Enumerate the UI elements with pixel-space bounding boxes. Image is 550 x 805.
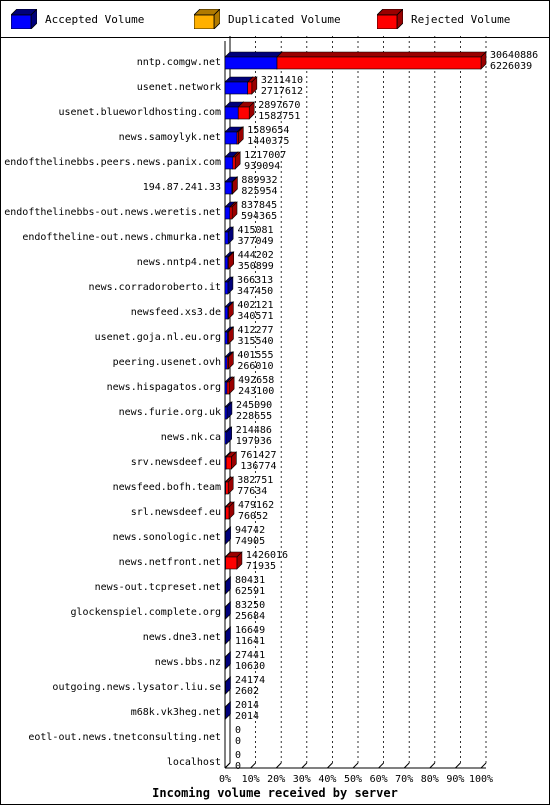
x-tick-label: 10% — [241, 774, 260, 785]
category-label: newsfeed.xs3.de — [130, 307, 221, 318]
chart-plot — [1, 1, 549, 804]
total-value-label: 492658 — [238, 375, 275, 386]
bar-accepted — [225, 257, 228, 269]
legend-label-rejected: Rejected Volume — [411, 13, 511, 26]
total-value-label: 761427 — [240, 450, 277, 461]
bar-accepted — [225, 632, 226, 644]
bar-rejected-top — [277, 52, 486, 57]
category-label: newsfeed.bofh.team — [112, 482, 221, 493]
bar-accepted — [225, 207, 230, 219]
category-label: news.nk.ca — [160, 432, 221, 443]
category-label: eotl-out.news.tnetconsulting.net — [28, 732, 221, 743]
x-tick-label: 50% — [343, 774, 363, 785]
bar-rejected — [230, 207, 232, 219]
x-tick-mark — [481, 763, 486, 768]
bar-accepted — [225, 82, 248, 94]
total-value-label: 2897670 — [258, 100, 301, 111]
total-value-label: 16649 — [235, 625, 266, 636]
total-value-label: 382751 — [237, 475, 274, 486]
total-value-label: 83250 — [235, 600, 266, 611]
accepted-value-label: 10630 — [235, 661, 266, 672]
x-tick-mark — [353, 763, 358, 768]
total-value-label: 94742 — [235, 525, 266, 536]
x-tick-label: 70% — [395, 774, 414, 785]
category-label: m68k.vk3heg.net — [130, 707, 221, 718]
bar-rejected — [228, 332, 229, 344]
total-value-label: 401555 — [237, 350, 274, 361]
bar-rejected — [277, 57, 481, 69]
bar-accepted — [225, 407, 227, 419]
bar-rejected — [238, 107, 249, 119]
bar-rejected — [226, 457, 231, 469]
bar-rejected — [227, 357, 228, 369]
accepted-value-label: 1440375 — [247, 136, 290, 147]
category-label: glockenspiel.complete.org — [70, 607, 221, 618]
bar-rejected — [228, 257, 229, 269]
bar-accepted — [225, 432, 227, 444]
legend-label-duplicated: Duplicated Volume — [228, 13, 341, 26]
accepted-value-label: 939094 — [244, 161, 281, 172]
accepted-value-label: 25684 — [235, 611, 266, 622]
accepted-value-label: 1582751 — [258, 111, 301, 122]
bar-accepted — [225, 107, 238, 119]
category-label: endofthelinebbs-out.news.weretis.net — [4, 207, 221, 218]
total-value-label: 24174 — [235, 675, 266, 686]
bar-accepted — [225, 682, 226, 694]
category-label: usenet.blueworldhosting.com — [58, 107, 221, 118]
bar-rejected — [248, 82, 252, 94]
x-tick-label: 30% — [292, 774, 311, 785]
x-axis-title: Incoming volume received by server — [152, 786, 398, 800]
accepted-value-label: 228655 — [236, 411, 273, 422]
x-tick-mark — [379, 763, 384, 768]
category-label: endofthelinebbs.peers.news.panix.com — [4, 157, 221, 168]
legend-label-accepted: Accepted Volume — [45, 13, 145, 26]
total-value-label: 27441 — [235, 650, 266, 661]
accepted-value-label: 243100 — [238, 386, 275, 397]
accepted-value-label: 2014 — [235, 711, 260, 722]
total-value-label: 3211410 — [260, 75, 303, 86]
category-label: news.netfront.net — [118, 557, 221, 568]
bar-accepted — [225, 382, 227, 394]
category-label: news.hispagatos.org — [106, 382, 221, 393]
x-tick-label: 100% — [468, 774, 494, 785]
bar-rejected — [226, 482, 229, 494]
accepted-value-label: 136774 — [240, 461, 277, 472]
bar-rejected — [237, 132, 238, 144]
bar-accepted — [225, 307, 228, 319]
total-value-label: 0 — [235, 725, 242, 736]
x-tick-label: 80% — [420, 774, 439, 785]
category-label: usenet.network — [136, 82, 221, 93]
accepted-value-label: 197936 — [235, 436, 272, 447]
category-label: news.sonologic.net — [112, 532, 221, 543]
bar-accepted — [225, 707, 226, 719]
bar-accepted — [225, 582, 226, 594]
bar-rejected — [227, 382, 229, 394]
total-value-label: 80431 — [235, 575, 266, 586]
x-tick-mark — [302, 763, 307, 768]
total-value-label: 479162 — [238, 500, 275, 511]
bar-accepted — [225, 182, 232, 194]
accepted-value-label: 315540 — [237, 336, 274, 347]
accepted-value-label: 347450 — [237, 286, 274, 297]
accepted-value-label: 377049 — [237, 236, 274, 247]
bar-accepted — [225, 532, 226, 544]
total-value-label: 415081 — [237, 225, 274, 236]
accepted-value-label: 0 — [235, 736, 242, 747]
bar-accepted — [225, 332, 228, 344]
category-label: news.samoylyk.net — [118, 132, 221, 143]
total-value-label: 889932 — [241, 175, 278, 186]
x-tick-label: 20% — [267, 774, 286, 785]
category-label: news.bbs.nz — [154, 657, 221, 668]
bar-accepted — [225, 132, 237, 144]
category-label: outgoing.news.lysator.liu.se — [52, 682, 221, 693]
total-value-label: 402121 — [237, 300, 274, 311]
category-label: news.corradoroberto.it — [88, 282, 221, 293]
x-tick-mark — [430, 763, 435, 768]
total-value-label: 412277 — [237, 325, 274, 336]
bar-rejected — [232, 182, 233, 194]
x-tick-mark — [225, 763, 230, 768]
x-tick-mark — [251, 763, 256, 768]
accepted-value-label: 2602 — [235, 686, 260, 697]
accepted-value-label: 11641 — [235, 636, 266, 647]
bar-accepted — [225, 657, 226, 669]
category-label: news.nntp4.net — [136, 257, 221, 268]
bar-accepted — [225, 357, 227, 369]
bar-accepted — [225, 157, 233, 169]
total-value-label: 30640886 — [490, 50, 539, 61]
total-value-label: 1589654 — [247, 125, 290, 136]
x-tick-mark — [404, 763, 409, 768]
x-tick-mark — [455, 763, 460, 768]
total-value-label: 1426016 — [245, 550, 289, 561]
x-tick-label: 90% — [446, 774, 465, 785]
total-value-label: 1217007 — [244, 150, 287, 161]
accepted-value-label: 350899 — [237, 261, 274, 272]
bar-rejected — [233, 157, 235, 169]
total-value-label: 2014 — [235, 700, 260, 711]
total-value-label: 366313 — [237, 275, 274, 286]
bar-accepted-top — [225, 52, 282, 57]
x-tick-label: 40% — [318, 774, 337, 785]
accepted-value-label: 266010 — [237, 361, 274, 372]
category-label: news.furie.org.uk — [118, 407, 221, 418]
accepted-value-label: 594365 — [241, 211, 278, 222]
total-value-label: 245090 — [236, 400, 273, 411]
accepted-value-label: 0 — [235, 761, 242, 772]
x-tick-label: 0% — [218, 774, 232, 785]
category-label: srl.newsdeef.eu — [130, 507, 221, 518]
accepted-value-label: 62591 — [235, 586, 266, 597]
category-label: 194.87.241.33 — [142, 182, 221, 193]
total-value-label: 444202 — [237, 250, 274, 261]
accepted-value-label: 825954 — [241, 186, 278, 197]
accepted-value-label: 71935 — [245, 561, 277, 572]
category-label: endoftheline-out.news.chmurka.net — [22, 232, 221, 243]
bar-rejected — [228, 307, 229, 319]
category-label: usenet.goja.nl.eu.org — [94, 332, 221, 343]
x-tick-mark — [276, 763, 281, 768]
bar-accepted — [225, 607, 226, 619]
accepted-value-label: 74905 — [235, 536, 266, 547]
x-tick-label: 60% — [369, 774, 388, 785]
accepted-value-label: 77634 — [237, 486, 268, 497]
accepted-value-label: 76052 — [238, 511, 269, 522]
total-value-label: 0 — [235, 750, 242, 761]
total-value-label: 214486 — [235, 425, 272, 436]
bar-accepted — [225, 232, 228, 244]
bar-rejected — [226, 557, 237, 569]
bar-accepted — [225, 282, 228, 294]
bar-rejected — [226, 507, 229, 519]
total-value-label: 837845 — [241, 200, 278, 211]
x-tick-mark — [327, 763, 332, 768]
category-label: srv.newsdeef.eu — [130, 457, 221, 468]
category-label: news.dne3.net — [142, 632, 221, 643]
category-label: news-out.tcpreset.net — [94, 582, 221, 593]
category-label: peering.usenet.ovh — [112, 357, 221, 368]
accepted-value-label: 6226039 — [490, 61, 533, 72]
accepted-value-label: 2717612 — [260, 86, 303, 97]
bar-accepted — [225, 57, 277, 69]
accepted-value-label: 340571 — [237, 311, 274, 322]
category-label: nntp.comgw.net — [136, 57, 221, 68]
category-label: localhost — [166, 757, 221, 768]
